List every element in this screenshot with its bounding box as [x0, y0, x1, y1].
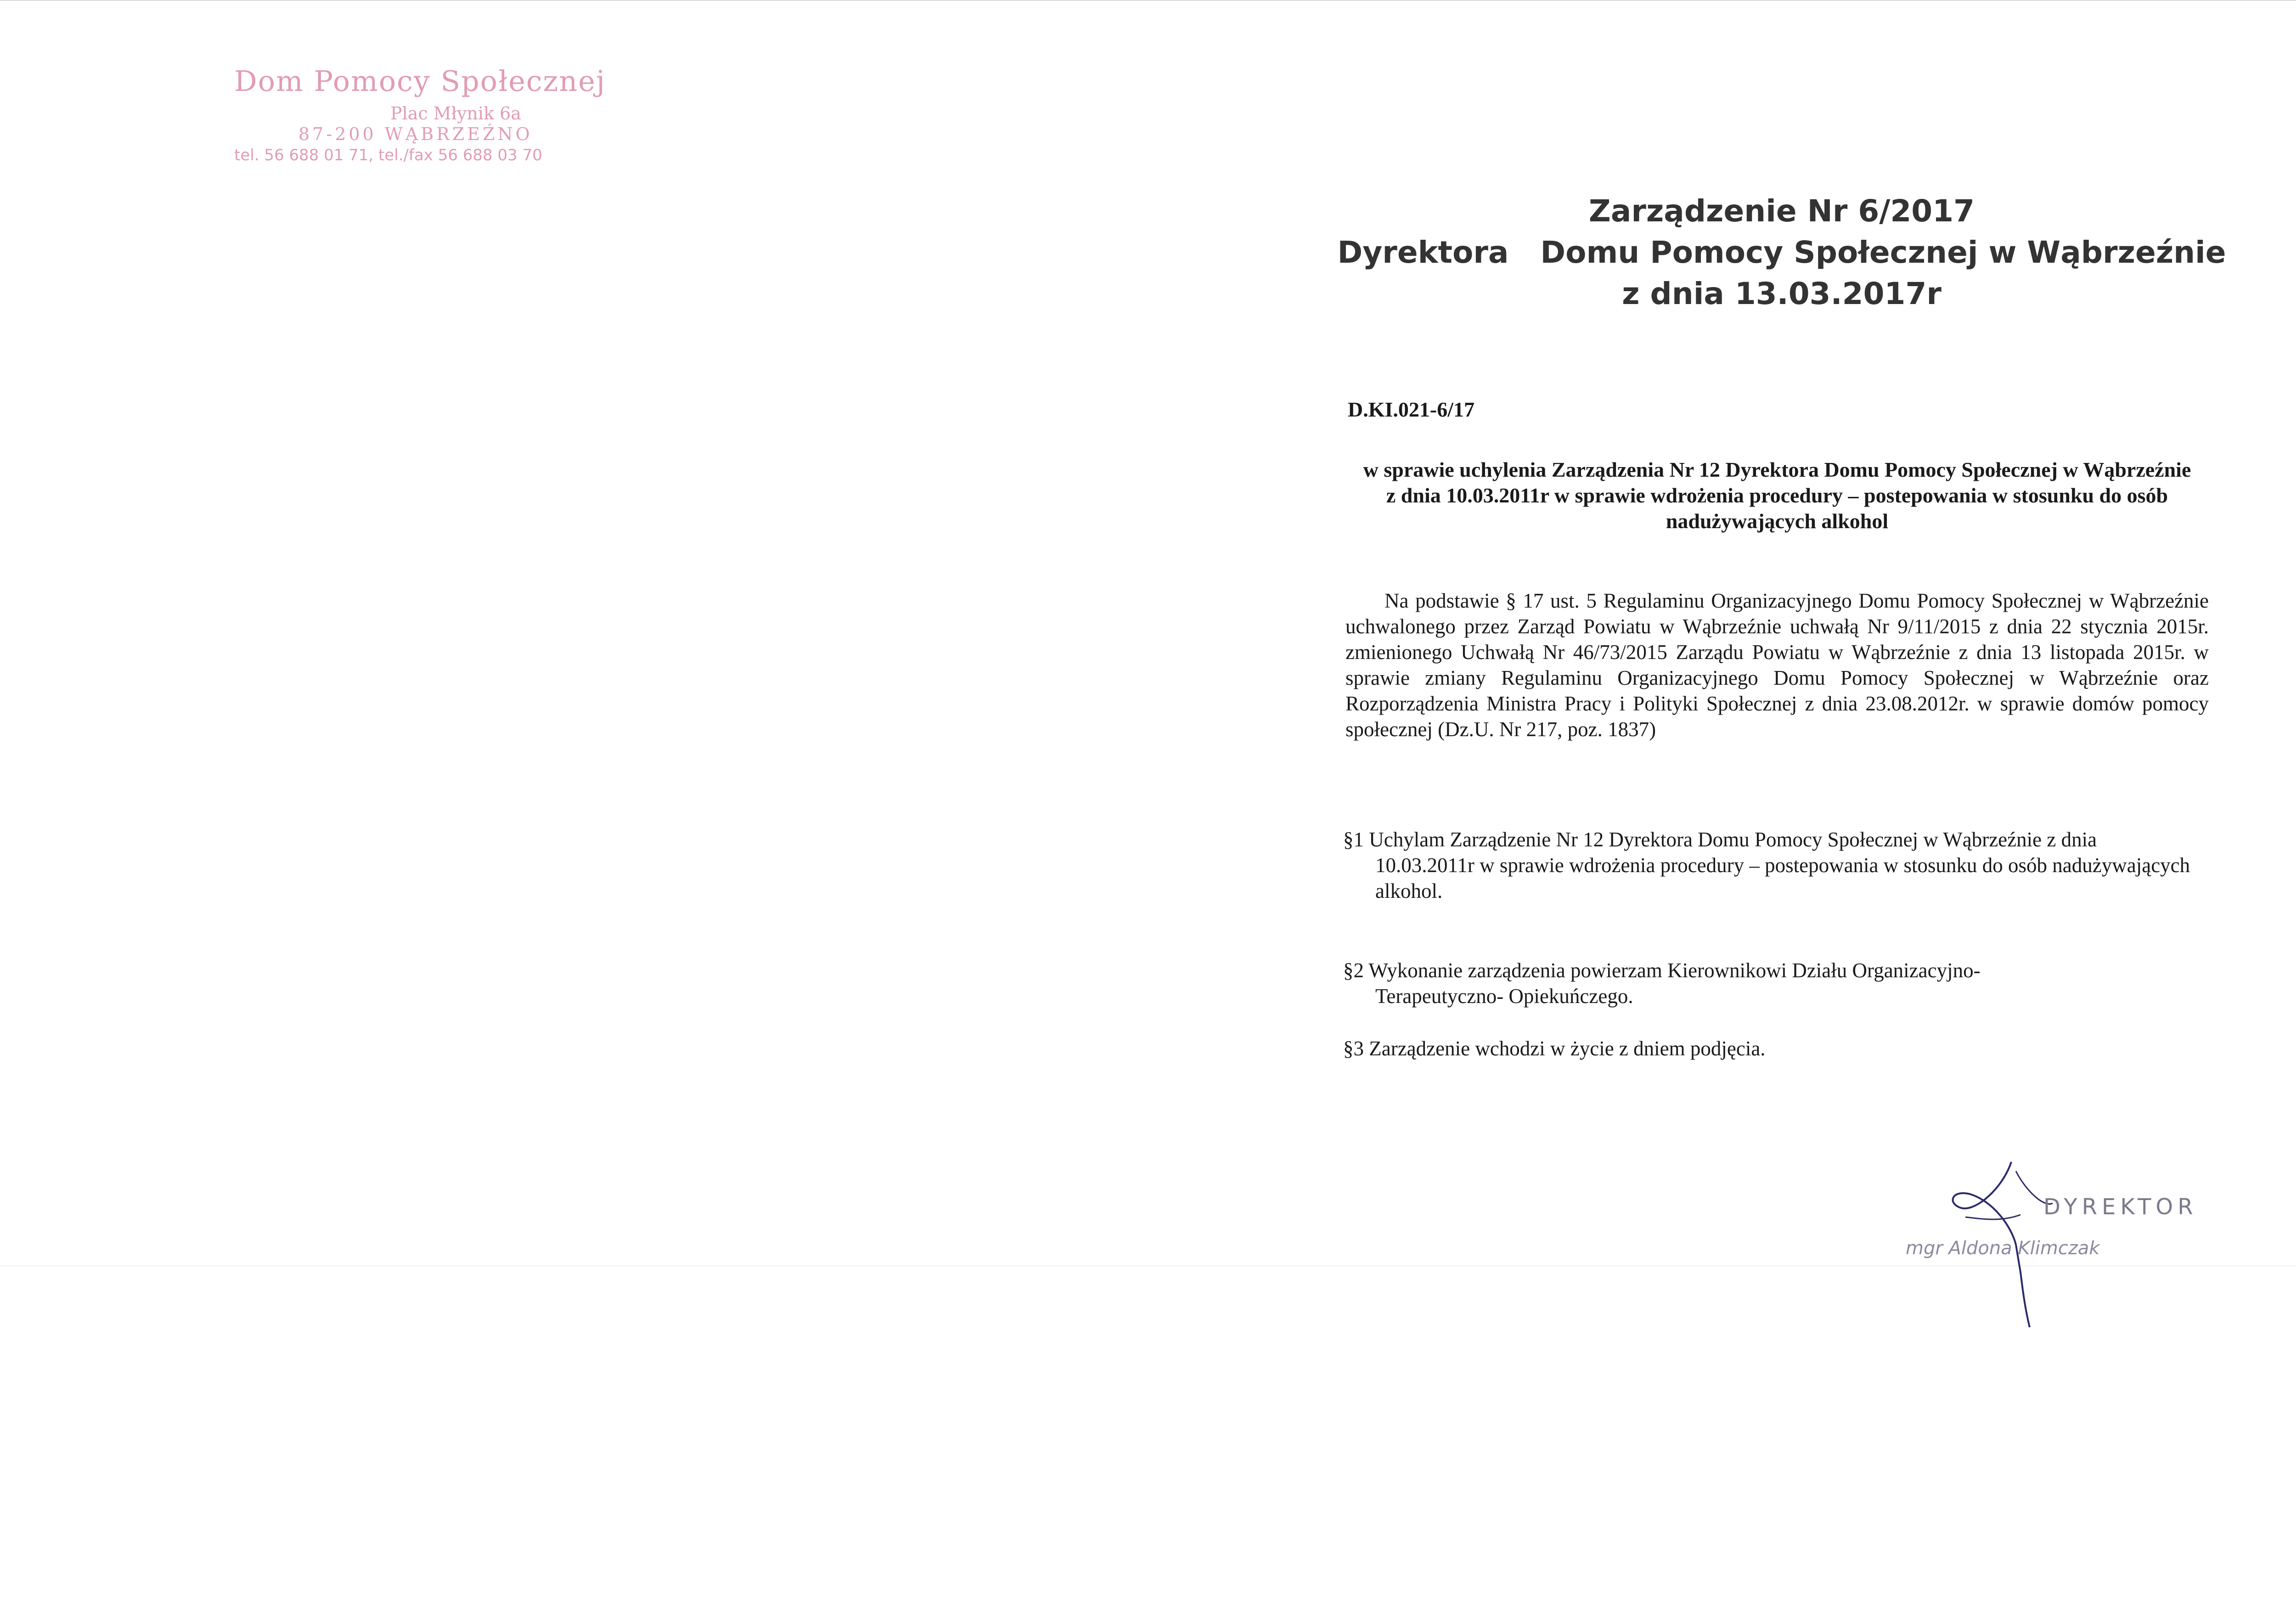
- institution-stamp: [220, 64, 680, 170]
- title-line-1: Zarządzenie Nr 6/2017: [1588, 193, 1975, 229]
- stamp-line-2: Plac Młynik 6a: [390, 103, 521, 124]
- section-2-first-line: §2 Wykonanie zarządzenia powierzam Kierownikowi Działu Organizacyjno-: [1343, 959, 1981, 982]
- section-3: [1343, 1036, 2216, 1061]
- stamp-line-3: 87-200 WĄBRZEŹNO: [298, 124, 533, 144]
- stamp-line-1: Dom Pomocy Społecznej: [234, 64, 606, 98]
- director-signature-block: [1906, 1153, 2198, 1336]
- signature-title: DYREKTOR: [2043, 1194, 2198, 1220]
- title-line-2: Dyrektora Domu Pomocy Społecznej w Wąbrzeźnie: [1337, 235, 2226, 270]
- section-3-text: §3 Zarządzenie wchodzi w życie z dniem podjęcia.: [1343, 1037, 1766, 1060]
- section-2: [1343, 958, 2216, 1009]
- title-line-3: z dnia 13.03.2017r: [1622, 276, 1941, 311]
- reference-number: D.KI.021-6/17: [1348, 398, 1474, 421]
- signature-name: mgr Aldona Klimczak: [1906, 1238, 2100, 1259]
- section-1-continuation: 10.03.2011r w sprawie wdrożenia procedury – postepowania w stosunku do osób nadużywających alkohol.: [1375, 854, 2190, 902]
- stamp-line-4: tel. 56 688 01 71, tel./fax 56 688 03 70: [234, 146, 542, 164]
- section-1: [1343, 827, 2216, 904]
- section-2-continuation: Terapeutyczno- Opiekuńczego.: [1375, 985, 1633, 1008]
- legal-basis-paragraph: Na podstawie § 17 ust. 5 Regulaminu Organizacyjnego Domu Pomocy Społecznej w Wąbrzeźnie uchwalonego przez Zarząd Powiatu w Wąbrzeźnie uchwałą Nr 9/11/2015 z dnia 22 stycznia 2015r. zmienionego Uchwałą Nr 46/73/2015 Zarządu Powiatu w Wąbrzeźnie z dnia 13 listopada 2015r. w sprawie zmiany Regulaminu Organizacyjnego Domu Pomocy Społecznej w Wąbrzeźnie oraz Rozporządzenia Ministra Pracy i Polityki Społecznej z dnia 23.08.2012r. w sprawie domów pomocy społecznej (Dz.U. Nr 217, poz. 1837): [1345, 589, 2209, 741]
- subject-heading: w sprawie uchylenia Zarządzenia Nr 12 Dyrektora Domu Pomocy Społecznej w Wąbrzeźnie z dnia 10.03.2011r w sprawie wdrożenia procedury – postepowania w stosunku do osób nadużywających alkohol: [1363, 458, 2191, 533]
- section-1-first-line: §1 Uchylam Zarządzenie Nr 12 Dyrektora Domu Pomocy Społecznej w Wąbrzeźnie z dnia: [1343, 828, 2097, 851]
- scan-edge-top: [0, 0, 2296, 1]
